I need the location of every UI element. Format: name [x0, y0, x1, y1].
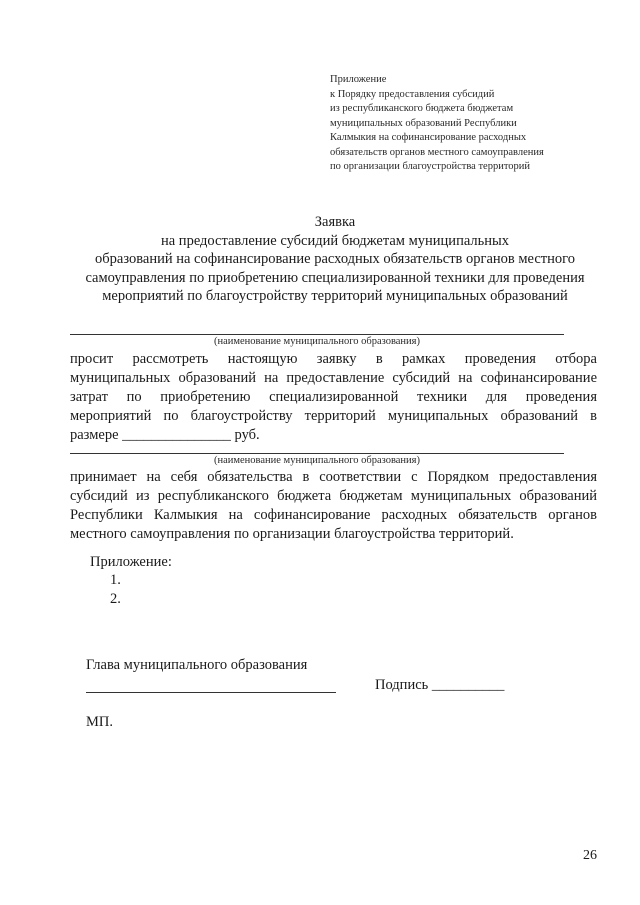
- head-name-line: [86, 692, 336, 693]
- appendix-header: [330, 73, 620, 175]
- municipality-name-caption-2: (наименование муниципального образования): [213, 455, 421, 466]
- signature-field: Подпись __________: [375, 677, 505, 693]
- paragraph-line: субсидий из республиканского бюджета бюджетам муниципальных образований: [70, 488, 597, 504]
- paragraph-line: просит рассмотреть настоящую заявку в рамках проведения отбора: [70, 351, 597, 367]
- title-line: Заявка: [314, 214, 356, 230]
- paragraph-line: принимает на себя обязательства в соответствии с Порядком предоставления: [70, 469, 597, 485]
- attachment-item: 1.: [110, 572, 121, 588]
- title-line: мероприятий по благоустройству территорий муниципальных образований: [102, 288, 568, 304]
- paragraph-line: муниципальных образований на предоставление субсидий на софинансирование: [70, 370, 597, 386]
- title-line: самоуправления по приобретению специализированной техники для проведения: [85, 269, 585, 286]
- municipality-name-line-1: [70, 334, 564, 335]
- appendix-header-line: к Порядку предоставления субсидий: [330, 88, 495, 100]
- attachments-label: Приложение:: [90, 554, 172, 570]
- municipality-name-line-2: [70, 453, 564, 454]
- head-of-municipality-label: Глава муниципального образования: [86, 657, 308, 673]
- appendix-header-line: из республиканского бюджета бюджетам: [330, 103, 514, 114]
- appendix-header-line: Калмыкия на софинансирование расходных: [330, 132, 527, 143]
- title-line: образований на софинансирование расходных обязательств органов местного: [95, 251, 575, 267]
- request-paragraph: [70, 350, 597, 445]
- document-title: [40, 213, 630, 306]
- attachment-item: 2.: [110, 591, 121, 607]
- title-line: на предоставление субсидий бюджетам муниципальных: [160, 232, 509, 249]
- paragraph-line: затрат по приобретению специализированной техники для проведения: [70, 389, 597, 405]
- obligation-paragraph: [70, 468, 597, 544]
- appendix-header-line: Приложение: [330, 74, 387, 85]
- paragraph-line: Республики Калмыкия на софинансирование расходных обязательств органов: [70, 507, 597, 523]
- paragraph-line: местного самоуправления по организации благоустройства территорий.: [70, 526, 514, 542]
- paragraph-line: мероприятий по благоустройству территорий муниципальных образований в: [70, 408, 597, 424]
- appendix-header-line: по организации благоустройства территорий: [330, 161, 531, 172]
- municipality-name-caption-1: (наименование муниципального образования): [213, 336, 421, 347]
- page-number: 26: [583, 848, 597, 863]
- paragraph-line: размере _______________ руб.: [70, 427, 260, 443]
- stamp-placeholder: МП.: [86, 714, 113, 730]
- appendix-header-line: обязательств органов местного самоуправления: [330, 146, 544, 158]
- appendix-header-line: муниципальных образований Республики: [330, 117, 517, 129]
